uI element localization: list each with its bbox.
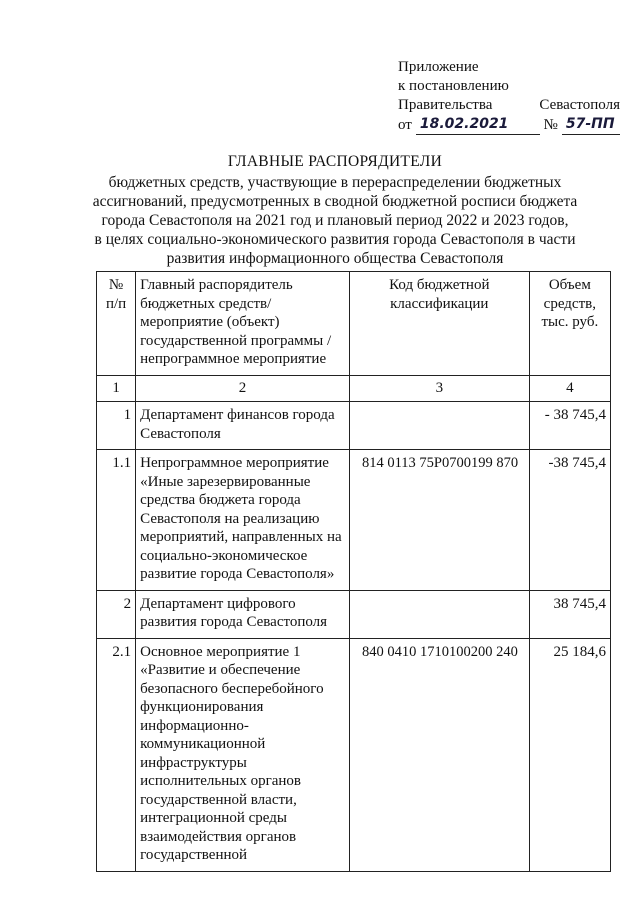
row-num: 2 (97, 590, 136, 638)
header-name: Главный распорядитель бюджетных средств/ мероприятие (объект) государственной программы / непрограммное мероприятие (136, 272, 350, 376)
index-cell: 3 (349, 375, 529, 402)
title-line: в целях социально-экономического развития города Севастополя в части (94, 231, 576, 248)
document-title (70, 152, 600, 268)
appendix-government-row (398, 96, 620, 115)
number-field (562, 115, 620, 135)
table-row (97, 402, 611, 450)
appendix-date-number-row (398, 115, 620, 135)
header-code: Код бюджетной классификации (349, 272, 529, 376)
row-code: 840 0410 1710100200 240 (349, 638, 529, 871)
table-header-row (97, 272, 611, 376)
appendix-government: Правительства (398, 97, 493, 113)
appendix-block (398, 58, 620, 135)
date-prefix: от (398, 117, 412, 133)
row-name: Департамент цифрового развития города Севастополя (136, 590, 350, 638)
title-line: ассигнований, предусмотренных в сводной бюджетной росписи бюджета (92, 193, 578, 210)
row-code: 814 0113 75Р0700199 870 (349, 450, 529, 591)
row-code (349, 590, 529, 638)
table-row (97, 638, 611, 871)
row-name: Департамент финансов города Севастополя (136, 402, 350, 450)
appendix-title: Приложение (398, 59, 479, 75)
row-num: 2.1 (97, 638, 136, 871)
table-index-row (97, 375, 611, 402)
table-row (97, 450, 611, 591)
row-sum: 25 184,6 (529, 638, 610, 871)
title-line: города Севастополя на 2021 год и плановый период 2022 и 2023 годов, (101, 212, 569, 229)
row-num: 1 (97, 402, 136, 450)
table-row (97, 590, 611, 638)
row-name: Основное мероприятие 1 «Развитие и обеспечение безопасного бесперебойного функционирования информационно-коммуникационной инфраструктуры исполнительных органов государственной власти, интеграционной среды взаимодействия органов государственной (136, 638, 350, 871)
title-heading: ГЛАВНЫЕ РАСПОРЯДИТЕЛИ (227, 153, 443, 170)
index-cell: 4 (529, 375, 610, 402)
header-num: № п/п (97, 272, 136, 376)
title-line: развития информационного общества Севастополя (166, 250, 504, 267)
row-num: 1.1 (97, 450, 136, 591)
row-sum: 38 745,4 (529, 590, 610, 638)
appendix-resolution: к постановлению (398, 78, 509, 94)
header-sum: Объем средств, тыс. руб. (529, 272, 610, 376)
title-line: бюджетных средств, участвующие в перераспределении бюджетных (108, 174, 562, 191)
number-value: 57-ПП (565, 116, 615, 132)
date-value: 18.02.2021 (419, 116, 509, 132)
index-cell: 2 (136, 375, 350, 402)
appendix-city: Севастополя (539, 97, 620, 113)
date-field (416, 115, 540, 135)
row-code (349, 402, 529, 450)
index-cell: 1 (97, 375, 136, 402)
row-sum: - 38 745,4 (529, 402, 610, 450)
number-prefix: № (543, 117, 558, 133)
distributors-table (96, 271, 611, 872)
row-name: Непрограммное мероприятие «Иные зарезервированные средства бюджета города Севастополя на реализацию мероприятий, направленных на социально-экономическое развитие города Севастополя» (136, 450, 350, 591)
row-sum: -38 745,4 (529, 450, 610, 591)
